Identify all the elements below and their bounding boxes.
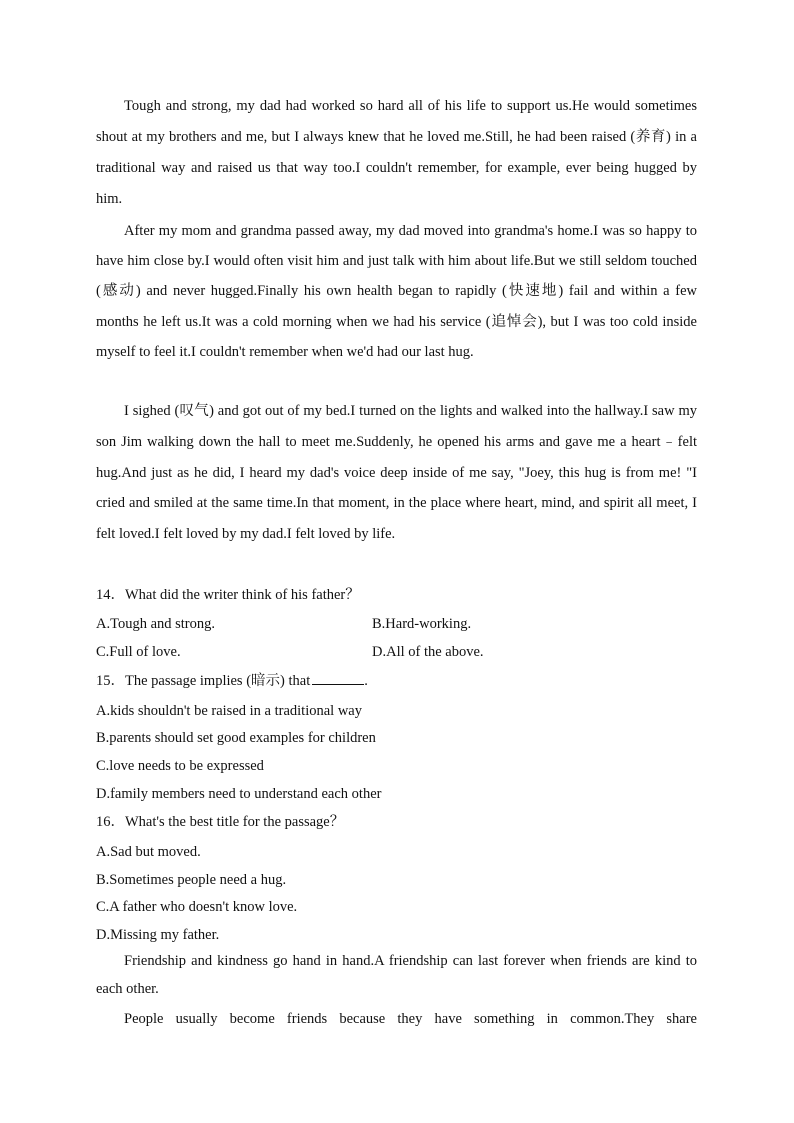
passage-paragraph-1: Tough and strong, my dad had worked so hard all of his life to support us.He would sometimes shout at my brothers and me, but I always knew that he loved me.Still, he had been raised (养育) in a traditional way and raised us that way too.I couldn't remember, for example, ever being hugged by him. (96, 98, 697, 207)
question-16-option-d: D.Missing my father. (96, 927, 220, 943)
question-14-option-b: B.Hard-working. (372, 616, 472, 632)
question-16-option-c: C.A father who doesn't know love. (96, 899, 298, 915)
question-14-stem: 14．What did the writer think of his father？ (96, 587, 360, 603)
question-14-option-d: D.All of the above. (372, 644, 484, 660)
question-14-option-a: A.Tough and strong. (96, 616, 216, 632)
question-15-stem (96, 671, 368, 691)
passage2-paragraph-2: People usually become friends because they have something in common.They share (124, 1011, 697, 1027)
question-15-option-a: A.kids shouldn't be raised in a traditional way (96, 703, 362, 719)
question-15-stem-text: 15．The passage implies (暗示) that (96, 673, 311, 689)
answer-blank (312, 672, 364, 685)
question-14-option-c: C.Full of love. (96, 644, 181, 660)
passage2-paragraph-1: Friendship and kindness go hand in hand.A friendship can last forever when friends are kind to each other. (96, 953, 697, 997)
passage-paragraph-2: After my mom and grandma passed away, my dad moved into grandma's home.I was so happy to have him close by.I would often visit him and just talk with him about life.But we still seldom touched (感动) and never hugged.Finally his own health began to rapidly (快速地) fail and within a few months he left us.It was a cold morning when we had his service (追悼会), but I was too cold inside myself to feel it.I couldn't remember when we'd had our last hug. (96, 223, 697, 360)
question-16-stem: 16．What's the best title for the passage？ (96, 814, 345, 830)
passage-paragraph-3: I sighed (叹气) and got out of my bed.I turned on the lights and walked into the hallway.I saw my son Jim walking down the hall to meet me.Suddenly, he opened his arms and gave me a heart﹣felt hug.And just as he did, I heard my dad's voice deep inside of me say, "Joey, this hug is from me! "I cried and smiled at the same time.In that moment, in the place where heart, mind, and spirit all meet, I felt loved.I felt loved by my dad.I felt loved by life. (96, 403, 697, 543)
question-15-option-b: B.parents should set good examples for children (96, 730, 376, 746)
question-15-option-c: C.love needs to be expressed (96, 758, 264, 774)
question-16-option-b: B.Sometimes people need a hug. (96, 872, 287, 888)
question-15-option-d: D.family members need to understand each other (96, 786, 382, 802)
question-16-option-a: A.Sad but moved. (96, 844, 201, 860)
question-15-stem-end: . (364, 673, 368, 689)
